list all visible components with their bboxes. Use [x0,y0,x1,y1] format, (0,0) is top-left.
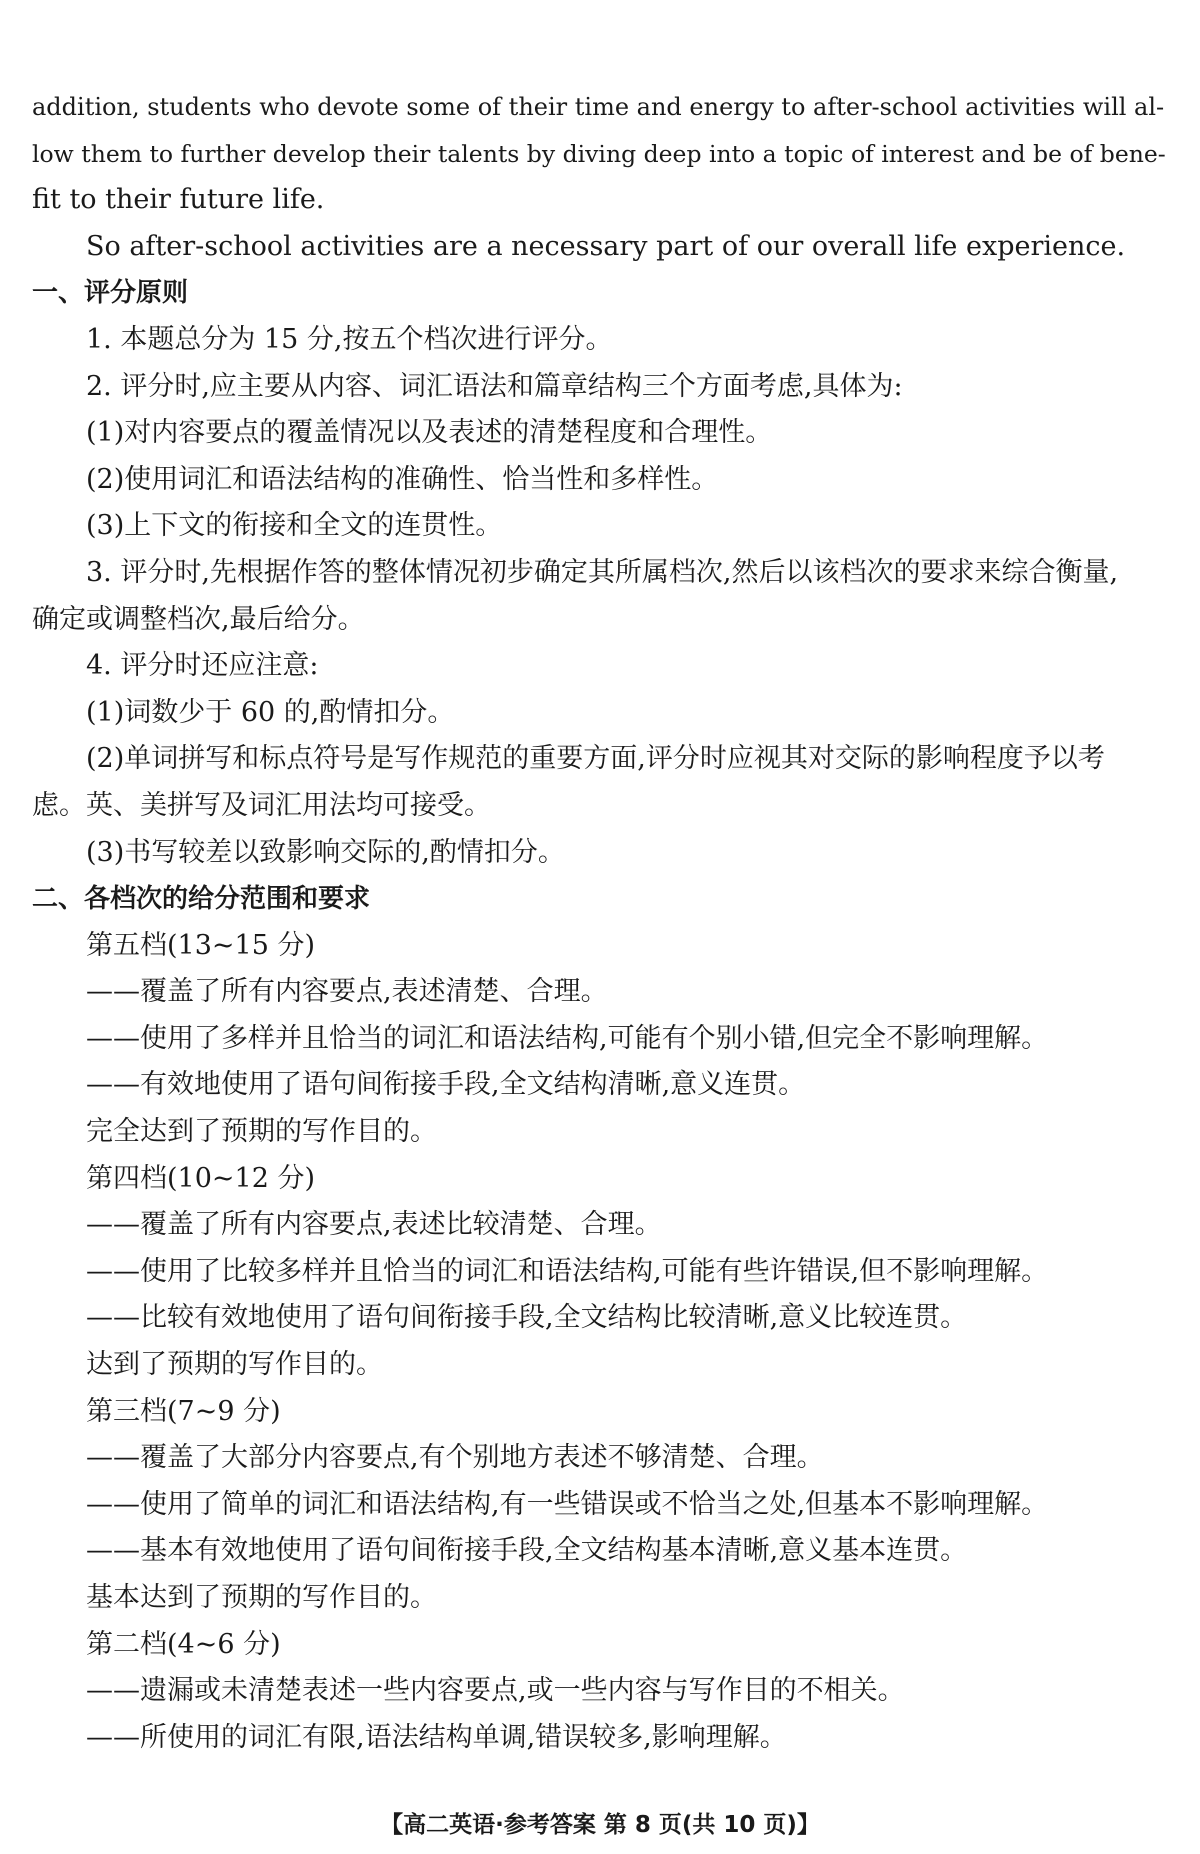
grade-summary: 基本达到了预期的写作目的。 [86,1582,437,1613]
rule-subitem: (1)对内容要点的覆盖情况以及表述的清楚程度和合理性。 [86,417,773,449]
grade-criterion: ——基本有效地使用了语句间衔接手段,全文结构基本清晰,意义基本连贯。 [86,1535,968,1567]
rule-subitem: (2)使用词汇和语法结构的准确性、恰当性和多样性。 [86,463,719,495]
grade-criterion: ——使用了比较多样并且恰当的词汇和语法结构,可能有些许错误,但不影响理解。 [86,1255,1049,1287]
grade-criterion: ——使用了多样并且恰当的词汇和语法结构,可能有个别小错,但完全不影响理解。 [86,1022,1049,1054]
grade-summary: 达到了预期的写作目的。 [86,1349,383,1381]
page-footer: 【高二英语·参考答案 第 8 页(共 10 页)】 [380,1812,820,1838]
grade-criterion: ——有效地使用了语句间衔接手段,全文结构清晰,意义连贯。 [86,1069,806,1101]
grade-criterion: ——使用了简单的词汇和语法结构,有一些错误或不恰当之处,但基本不影响理解。 [86,1488,1049,1520]
grade-title: 第四档(10~12 分) [86,1162,315,1194]
grade-criterion: ——覆盖了大部分内容要点,有个别地方表述不够清楚、合理。 [86,1442,824,1474]
rule-item: 2. 评分时,应主要从内容、词汇语法和篇章结构三个方面考虑,具体为: [86,370,903,402]
rule-subitem: (3)上下文的衔接和全文的连贯性。 [86,510,503,542]
grade-summary: 完全达到了预期的写作目的。 [86,1116,437,1148]
rule-subitem: (2)单词拼写和标点符号是写作规范的重要方面,评分时应视其对交际的影响程度予以考 [86,743,1105,775]
section-heading-grade-ranges: 二、各档次的给分范围和要求 [32,884,371,915]
rule-item: 3. 评分时,先根据作答的整体情况初步确定其所属档次,然后以该档次的要求来综合衡量, [86,556,1119,588]
grade-criterion: ——覆盖了所有内容要点,表述清楚、合理。 [86,976,608,1008]
grade-title: 第二档(4~6 分) [86,1628,281,1660]
rule-item-continuation: 确定或调整档次,最后给分。 [32,603,365,635]
grade-criterion: ——比较有效地使用了语句间衔接手段,全文结构比较清晰,意义比较连贯。 [86,1302,968,1334]
essay-conclusion: So after-school activities are a necessary part of our overall life experience. [86,230,1126,262]
rule-subitem: (3)书写较差以致影响交际的,酌情扣分。 [86,836,565,868]
section-heading-scoring-principles: 一、评分原则 [32,278,189,309]
answer-page [32,84,1168,1761]
grade-criterion: ——所使用的词汇有限,语法结构单调,错误较多,影响理解。 [86,1721,787,1753]
rule-item: 1. 本题总分为 15 分,按五个档次进行评分。 [86,323,613,355]
grade-criterion: ——覆盖了所有内容要点,表述比较清楚、合理。 [86,1209,662,1241]
grade-title: 第五档(13~15 分) [86,929,315,961]
essay-line: low them to further develop their talents by diving deep into a topic of interest and be of bene- [32,139,1166,168]
essay-line: fit to their future life. [32,184,325,216]
essay-line: addition, students who devote some of their time and energy to after-school activities will al- [32,93,1165,121]
grade-criterion: ——遗漏或未清楚表述一些内容要点,或一些内容与写作目的不相关。 [86,1675,905,1707]
rule-item: 4. 评分时还应注意: [86,650,319,682]
rule-subitem: (1)词数少于 60 的,酌情扣分。 [86,696,455,728]
rule-subitem-continuation: 虑。英、美拼写及词汇用法均可接受。 [32,789,491,821]
grade-title: 第三档(7~9 分) [86,1395,281,1427]
